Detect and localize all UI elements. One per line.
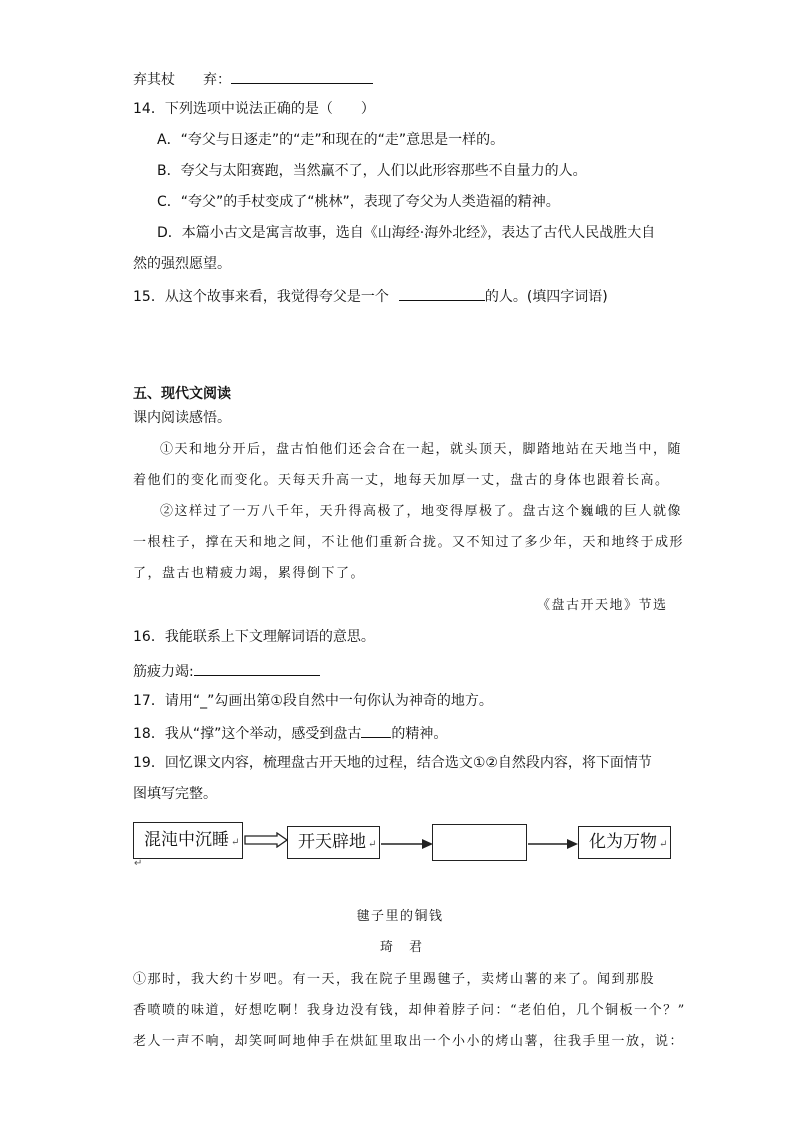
- return-mark-icon: ↵: [659, 839, 668, 850]
- q18-before: 18．我从“撑”这个举动，感受到盘古: [133, 726, 362, 742]
- paragraph-return-mark-icon: ↵: [134, 858, 143, 869]
- q15-before: 15．从这个故事来看，我觉得夸父是一个: [133, 289, 389, 305]
- q14-stem: 14．下列选项中说法正确的是（ ）: [133, 101, 375, 117]
- flow-box1-text: 混沌中沉睡: [144, 830, 229, 850]
- flow-arrow-1: [244, 832, 288, 848]
- q17-text: 17．请用“_”勾画出第①段自然中一句你认为神奇的地方。: [133, 693, 493, 709]
- q13-label: 弃：: [203, 72, 231, 88]
- passage-para1-line2: 着他们的变化而变化。天每天升高一丈，地每天加厚一丈，盘古的身体也跟着长高。: [133, 473, 670, 488]
- flow-box2-text: 开天辟地: [298, 832, 366, 852]
- story-title: 毽子里的铜钱: [356, 909, 444, 924]
- story-line3: 老人一声不响，却笑呵呵地伸手在烘缸里取出一个小小的烤山薯，往我手里一放，说：: [133, 1034, 685, 1049]
- q16-stem: 16．我能联系上下文理解词语的意思。: [133, 629, 375, 645]
- story-line1: ①那时，我大约十岁吧。有一天，我在院子里踢毽子，卖烤山薯的来了。闻到那股: [133, 972, 656, 987]
- q13-tail-line: [133, 68, 373, 90]
- flow-box-answer-blank[interactable]: [432, 824, 527, 861]
- passage-para2-line3: 了，盘古也精疲力竭，累得倒下了。: [133, 566, 366, 581]
- q16-word-line: [133, 660, 320, 682]
- q15-after: 的人。(填四字词语): [484, 289, 608, 305]
- q18-answer-blank[interactable]: [361, 722, 391, 738]
- story-line2: 香喷喷的味道，好想吃啊！我身边没有钱，却伸着脖子问：“老伯伯，几个铜板一个？”: [133, 1003, 686, 1018]
- flow-box4-text: 化为万物: [589, 832, 657, 852]
- q15-line: [133, 285, 608, 307]
- q14-option-a: A．“夸父与日逐走”的“走”和现在的“走”意思是一样的。: [157, 132, 505, 148]
- q19-line1: 19．回忆课文内容，梳理盘古开天地的过程，结合选文①②自然段内容，将下面情节: [133, 755, 652, 771]
- passage-source: 《盘古开天地》节选: [537, 598, 668, 613]
- q14-option-d-cont: 然的强烈愿望。: [133, 256, 231, 272]
- flow-arrow-3: [527, 836, 579, 852]
- return-mark-icon: ↵: [368, 839, 377, 850]
- q15-answer-blank[interactable]: [399, 285, 485, 301]
- section5-subtitle: 课内阅读感悟。: [133, 410, 231, 426]
- q14-option-c: C．“夸父”的手杖变成了“桃林”，表现了夸父为人类造福的精神。: [157, 194, 560, 210]
- q13-phrase: 弃其杖: [133, 72, 175, 88]
- q14-option-d: D．本篇小古文是寓言故事，选自《山海经·海外北经》，表达了古代人民战胜大自: [157, 225, 656, 241]
- q18-after: 的精神。: [391, 726, 448, 742]
- flow-box-chaos-sleep: [133, 822, 243, 859]
- section5-title: 五、现代文阅读: [133, 386, 231, 402]
- return-mark-icon: ↵: [231, 837, 240, 848]
- story-author: 琦 君: [380, 940, 424, 955]
- q16-answer-blank[interactable]: [194, 660, 320, 676]
- q18-line: [133, 722, 447, 744]
- q16-word: 筋疲力竭:: [133, 664, 194, 680]
- flow-box-create-world: [287, 826, 380, 859]
- flow-arrow-2: [380, 836, 434, 852]
- q14-option-b: B．夸父与太阳赛跑，当然赢不了，人们以此形容那些不自量力的人。: [157, 163, 587, 179]
- flow-box-become-all-things: [578, 826, 671, 859]
- q19-line2: 图填写完整。: [133, 786, 217, 802]
- passage-para2-line1: ②这样过了一万八千年，天升得高极了，地变得厚极了。盘古这个巍峨的巨人就像: [160, 504, 683, 519]
- q13-answer-blank[interactable]: [231, 68, 373, 84]
- passage-para2-line2: 一根柱子，撑在天和地之间，不让他们重新合拢。又不知过了多少年，天和地终于成形: [133, 535, 685, 550]
- passage-para1-line1: ①天和地分开后，盘古怕他们还会合在一起，就头顶天，脚踏地站在天地当中，随: [160, 442, 683, 457]
